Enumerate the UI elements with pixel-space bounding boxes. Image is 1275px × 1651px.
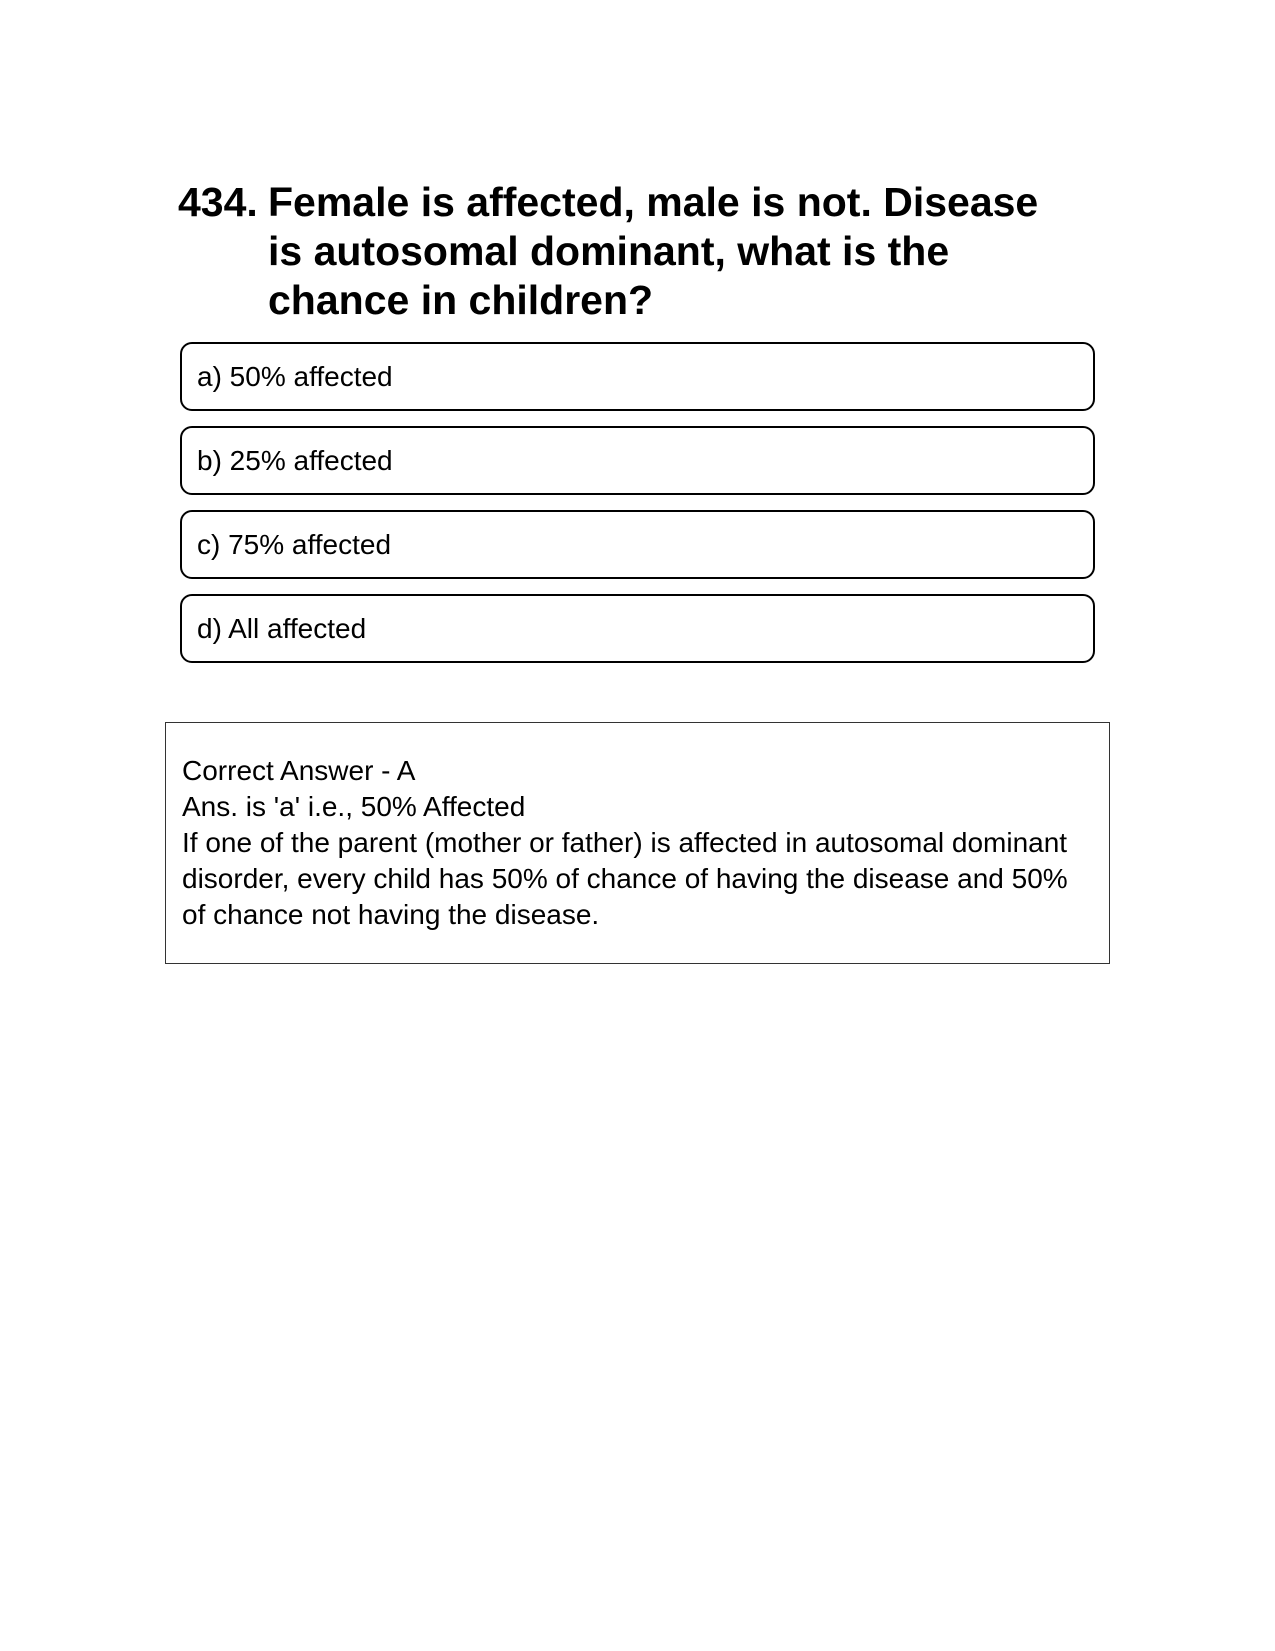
correct-answer: Correct Answer - A <box>182 755 416 786</box>
question <box>178 178 1098 325</box>
answer-summary: Ans. is 'a' i.e., 50% Affected <box>182 791 526 822</box>
option-a[interactable]: a) 50% affected <box>180 342 1095 411</box>
answer-box <box>165 722 1110 964</box>
question-number: 434. <box>178 179 258 225</box>
answer-explanation: If one of the parent (mother or father) is affected in autosomal dominant disorder, every child has 50% of chance of having the disease and 50% of chance not having the disease. <box>182 827 1068 930</box>
question-text: Female is affected, male is not. Disease is autosomal dominant, what is the chance in children? <box>268 179 1039 323</box>
option-b[interactable]: b) 25% affected <box>180 426 1095 495</box>
options-list <box>180 342 1095 678</box>
option-c[interactable]: c) 75% affected <box>180 510 1095 579</box>
option-d[interactable]: d) All affected <box>180 594 1095 663</box>
